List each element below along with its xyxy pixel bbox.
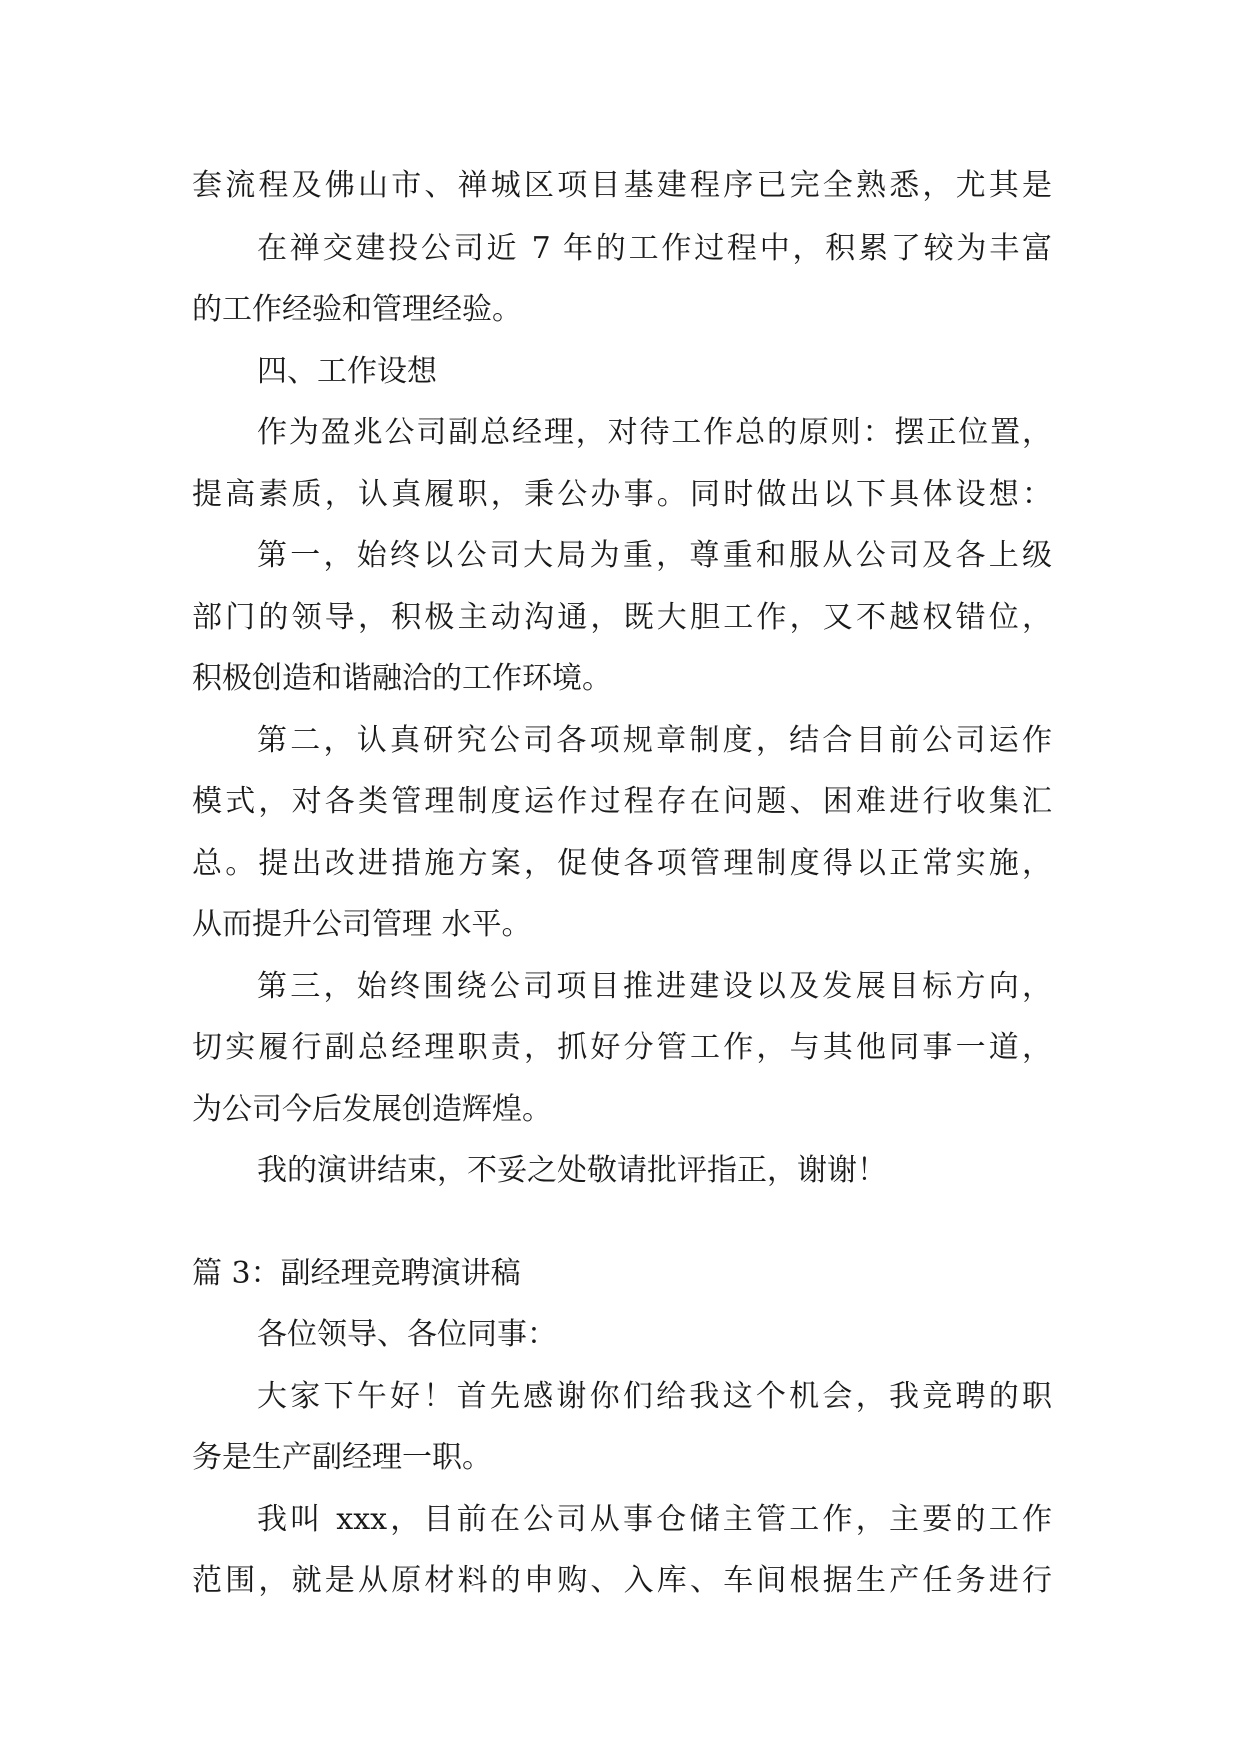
section-heading: 四、工作设想 — [257, 354, 437, 389]
paragraph-line: 我的演讲结束，不妥之处敬请批评指正，谢谢！ — [257, 1153, 887, 1188]
paragraph-line: 我叫 xxx，目前在公司从事仓储主管工作，主要的工作 — [257, 1502, 1052, 1537]
paragraph-line: 提高素质，认真履职，秉公办事。同时做出以下具体设想： — [192, 477, 1052, 512]
paragraph-line: 的工作经验和管理经验。 — [192, 292, 522, 327]
paragraph-line: 部门的领导，积极主动沟通，既大胆工作，又不越权错位， — [192, 600, 1052, 635]
paragraph-line: 大家下午好！首先感谢你们给我这个机会，我竞聘的职 — [257, 1379, 1052, 1414]
paragraph-line: 第三，始终围绕公司项目推进建设以及发展目标方向， — [257, 969, 1052, 1004]
paragraph-line: 模式，对各类管理制度运作过程存在问题、困难进行收集汇 — [192, 784, 1052, 819]
salutation: 各位领导、各位同事： — [257, 1317, 557, 1352]
paragraph-line: 范围，就是从原材料的申购、入库、车间根据生产任务进行 — [192, 1563, 1052, 1598]
paragraph-line: 为公司今后发展创造辉煌。 — [192, 1092, 552, 1127]
paragraph-line: 第二，认真研究公司各项规章制度，结合目前公司运作 — [257, 723, 1052, 758]
paragraph-line: 积极创造和谐融洽的工作环境。 — [192, 661, 612, 696]
paragraph-line: 套流程及佛山市、禅城区项目基建程序已完全熟悉，尤其是 — [192, 168, 1052, 203]
paragraph-line: 切实履行副总经理职责，抓好分管工作，与其他同事一道， — [192, 1030, 1052, 1065]
paragraph-line: 总。提出改进措施方案，促使各项管理制度得以正常实施， — [192, 846, 1052, 881]
paragraph-line: 第一，始终以公司大局为重，尊重和服从公司及各上级 — [257, 538, 1052, 573]
article-title: 篇 3：副经理竞聘演讲稿 — [192, 1256, 521, 1291]
paragraph-line: 在禅交建投公司近 7 年的工作过程中，积累了较为丰富 — [257, 231, 1052, 266]
paragraph-line: 从而提升公司管理 水平。 — [192, 907, 532, 942]
paragraph-line: 作为盈兆公司副总经理，对待工作总的原则：摆正位置， — [257, 415, 1052, 450]
paragraph-line: 务是生产副经理一职。 — [192, 1440, 492, 1475]
